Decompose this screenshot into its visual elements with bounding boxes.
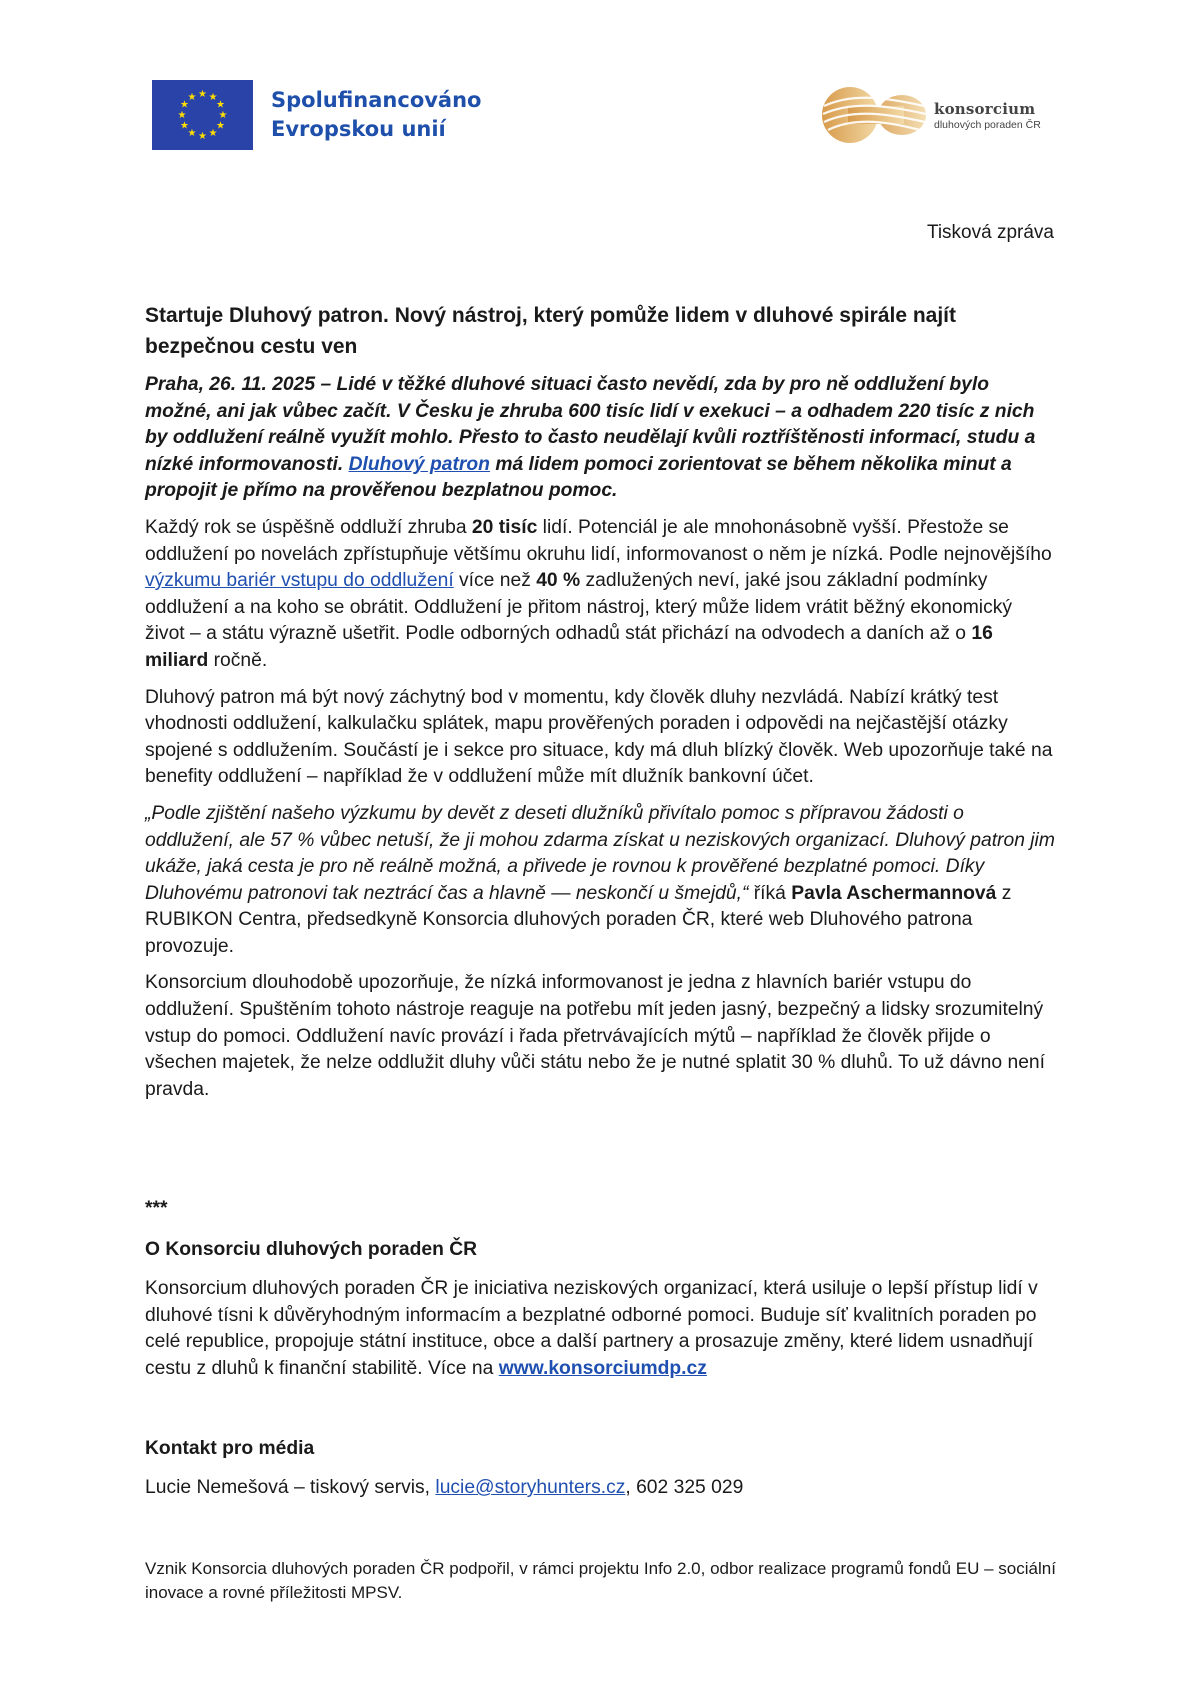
- about-text: [145, 1276, 1055, 1382]
- svg-text:★: ★: [187, 92, 197, 103]
- article-body: [145, 300, 1055, 1113]
- konsorcium-title: konsorcium: [934, 99, 1036, 118]
- svg-text:★: ★: [216, 99, 225, 111]
- paragraph-myths: Konsorcium dlouhodobě upozorňuje, že nízká informovanost je jedna z hlavních bariér vstupu do oddlužení. Spuštěním tohoto nástroje reaguje na potřebu mít jeden jasný, bezpečný a lidsky srozumitelný vstup do pomoci. Oddlužení navíc provází i řada přetrvávajících mýtů – například že člověk přijde o všechen majetek, že nelze oddlužit dluhy vůči státu nebo že je nutné splatit 30 % dluhů. To už dávno není pravda.: [145, 972, 1046, 1100]
- p1-text-d: více než: [459, 570, 531, 592]
- svg-text:★: ★: [198, 131, 207, 142]
- eu-logo-line2: Evropskou unií: [271, 117, 446, 141]
- eu-logo-line1: Spolufinancováno: [271, 88, 482, 112]
- lead-text-end: má lidem pomoci zorientovat se během několika minut a propojit je přímo na prověřenou bezplatnou pomoc.: [145, 453, 1012, 502]
- p1-text-c: lidí. Potenciál je ale mnohonásobně vyšší. Přestože se oddlužení po novelách zpřístupňuje většímu okruhu lidí, informovanost o něm je nízká. Podle nejnovějšího: [145, 516, 1052, 565]
- contact-person: Lucie Nemešová – tiskový servis,: [145, 1477, 431, 1499]
- p1-text-a: Každý rok se úspěšně oddluží zhruba: [145, 516, 467, 538]
- quote-author-role: z RUBIKON Centra, předsedkyně Konsorcia dluhových poraden ČR, které web Dluhového patrona provozuje.: [145, 882, 1012, 957]
- svg-text:★: ★: [180, 120, 189, 132]
- p1-highlight-count: 20 tisíc: [471, 516, 538, 538]
- svg-text:★: ★: [208, 92, 218, 103]
- konsorcium-subtitle: dluhových poraden ČR: [934, 118, 1041, 131]
- konsorcium-logo-text: [934, 100, 1041, 131]
- about-body: Konsorcium dluhových poraden ČR je iniciativa neziskových organizací, která usiluje o lepší přístup lidí v dluhové tísni k důvěryhodným informacím a bezplatné odborné pomoci. Buduje síť kvalitních poraden po celé republice, propojuje státní instituce, obce a další partnery a prosazuje změny, které lidem usnadňují cestu z dluhů k finanční stabilitě. Více na: [145, 1278, 1038, 1379]
- konsorcium-logo: [820, 84, 1041, 146]
- p1-text-f: zadlužených neví, jaké jsou základní podmínky oddlužení a na koho se obrátit. Oddlužení je přitom nástroj, který může lidem vrátit běžný ekonomický život – a státu výrazně ušetřit. Podle odborných odhadů stát přichází na odvodech a daních až o: [145, 570, 1013, 645]
- paragraph-statistics: [145, 515, 1055, 675]
- section-separator: ***: [145, 1198, 168, 1219]
- eu-flag-icon: [152, 80, 253, 150]
- dluhovy-patron-link[interactable]: Dluhový patron: [348, 453, 490, 475]
- svg-text:★: ★: [177, 110, 187, 121]
- eu-logo-text: [271, 86, 481, 144]
- svg-text:★: ★: [180, 99, 189, 111]
- contact-email-link[interactable]: lucie@storyhunters.cz: [435, 1477, 626, 1499]
- paragraph-quote: [145, 801, 1055, 961]
- lead-text: Praha, 26. 11. 2025 – Lidé v těžké dluhové situaci často nevědí, zda by pro ně oddlužení bylo možné, ani jak vůbec začít. V Česku je zhruba 600 tisíc lidí v exekuci – a odhadem 220 tisíc z nich by oddlužení reálně využít mohlo. Přesto to často neudělají kvůli roztříštěnosti informací, studu a nízké informovanosti.: [145, 374, 1036, 475]
- document-type-label: Tisková zpráva: [926, 222, 1054, 243]
- article-lead: [145, 372, 1055, 505]
- about-and-contact: [145, 1196, 1055, 1502]
- svg-text:★: ★: [187, 128, 197, 139]
- svg-text:★: ★: [218, 110, 228, 121]
- svg-text:★: ★: [208, 128, 218, 139]
- contact-line: [145, 1475, 1055, 1502]
- contact-phone: , 602 325 029: [625, 1477, 744, 1499]
- eu-cofinanced-logo: [152, 80, 481, 150]
- quote-text: „Podle zjištění našeho výzkumu by devět z deseti dlužníků přivítalo pomoc s přípravou žádosti o oddlužení, ale 57 % vůbec netuší, že ji mohou zdarma získat u neziskových organizací. Dluhový patron jim ukáže, jaká cesta je pro ně reálně možná, a přivede je rovnou k prověřené bezplatné pomoci. Díky Dluhovému patronovi tak neztrácí čas a hlavně — neskončí u šmejdů,“: [145, 802, 1055, 904]
- about-title: O Konsorciu dluhových poraden ČR: [145, 1238, 478, 1260]
- konsorcium-website-link[interactable]: www.konsorciumdp.cz: [498, 1357, 707, 1379]
- konsorcium-wave-icon: [820, 84, 928, 146]
- quote-author: Pavla Aschermannová: [791, 882, 997, 904]
- svg-text:★: ★: [216, 120, 225, 132]
- funding-footnote: Vznik Konsorcia dluhových poraden ČR podpořil, v rámci projektu Info 2.0, odbor realizace programů fondů EU – sociální inovace a rovné příležitosti MPSV.: [145, 1559, 1056, 1602]
- p1-text-h: ročně.: [213, 649, 268, 671]
- svg-text:★: ★: [198, 89, 207, 100]
- p1-highlight-percent: 40 %: [536, 570, 581, 592]
- quote-says: říká: [753, 882, 786, 904]
- p1-highlight-billions: 16 miliard: [145, 623, 993, 671]
- article-headline: Startuje Dluhový patron. Nový nástroj, který pomůže lidem v dluhové spirále najít bezpečnou cestu ven: [145, 304, 957, 358]
- paragraph-features: Dluhový patron má být nový záchytný bod v momentu, kdy člověk dluhy nezvládá. Nabízí krátký test vhodnosti oddlužení, kalkulačku splátek, mapu prověřených poraden i odpovědi na nejčastější otázky spojené s oddlužením. Součástí je i sekce pro situace, kdy má dluh blízký člověk. Web upozorňuje také na benefity oddlužení – například že v oddlužení může mít dlužník bankovní účet.: [145, 686, 1053, 788]
- contact-title: Kontakt pro média: [145, 1437, 315, 1459]
- research-link[interactable]: výzkumu bariér vstupu do oddlužení: [145, 570, 454, 592]
